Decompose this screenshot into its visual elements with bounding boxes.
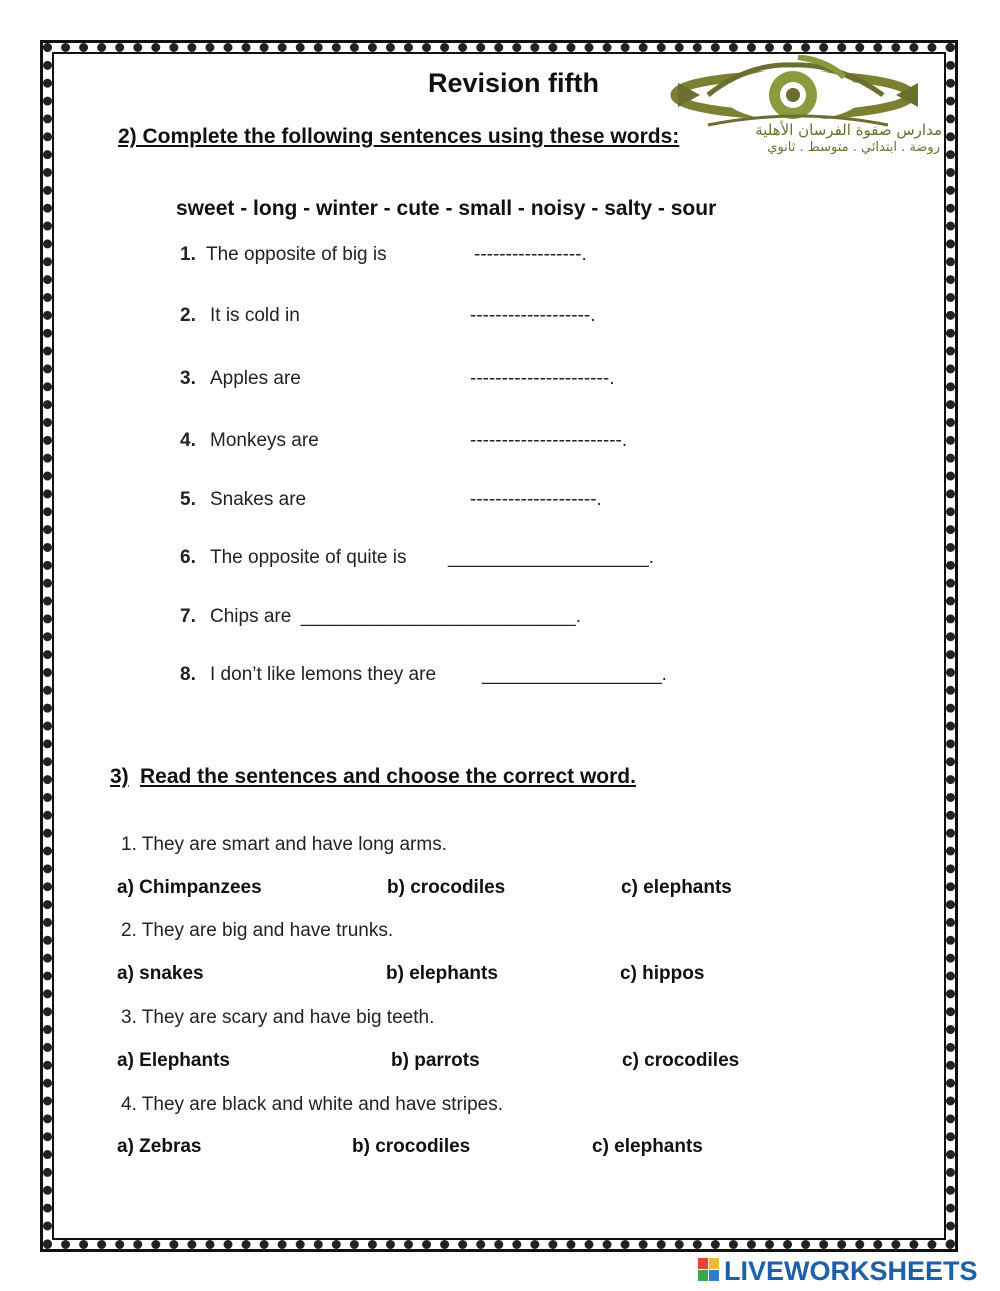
answer-blank[interactable]: ___________________. <box>448 547 655 568</box>
item-text: Apples are <box>210 368 301 389</box>
item-text: The opposite of quite is <box>210 547 407 568</box>
section3-number: 3) <box>110 765 129 788</box>
section2-heading: 2) Complete the following sentences using these words: <box>118 125 680 148</box>
question-text: 4. They are black and white and have stripes. <box>121 1094 503 1115</box>
item-number: 1. <box>180 244 196 265</box>
answer-option[interactable]: c) elephants <box>621 877 732 898</box>
liveworksheets-badge-icon <box>698 1258 720 1282</box>
answer-option[interactable]: b) crocodiles <box>352 1136 471 1157</box>
answer-option[interactable]: c) elephants <box>592 1136 703 1157</box>
answer-option[interactable]: c) hippos <box>620 963 705 984</box>
answer-option[interactable]: a) snakes <box>117 963 204 984</box>
answer-blank[interactable]: ----------------------. <box>470 368 615 389</box>
item-text: Monkeys are <box>210 430 319 451</box>
answer-option[interactable]: b) crocodiles <box>387 877 506 898</box>
item-text: Snakes are <box>210 489 307 510</box>
answer-option[interactable]: a) Chimpanzees <box>117 877 262 898</box>
logo-arabic-name: مدارس صفوة الفرسان الأهلية <box>755 121 942 139</box>
word-bank: sweet - long - winter - cute - small - noisy - salty - sour <box>176 197 717 220</box>
item-number: 6. <box>180 547 196 568</box>
question-text: 2. They are big and have trunks. <box>121 920 394 941</box>
answer-option[interactable]: c) crocodiles <box>622 1050 740 1071</box>
item-number: 3. <box>180 368 196 389</box>
answer-option[interactable]: a) Zebras <box>117 1136 202 1157</box>
page-title: Revision fifth <box>428 68 600 98</box>
item-number: 7. <box>180 606 196 627</box>
answer-blank[interactable]: --------------------. <box>470 489 602 510</box>
answer-blank[interactable]: -----------------. <box>474 244 587 265</box>
item-text: Chips are <box>210 606 292 627</box>
liveworksheets-logo <box>698 1256 998 1286</box>
answer-blank[interactable]: -------------------. <box>470 305 596 326</box>
item-text: The opposite of big is <box>206 244 387 265</box>
item-number: 2. <box>180 305 196 326</box>
item-number: 8. <box>180 664 196 685</box>
liveworksheets-brand: LIVEWORKSHEETS <box>724 1256 978 1286</box>
answer-option[interactable]: a) Elephants <box>117 1050 230 1071</box>
answer-blank[interactable]: ------------------------. <box>470 430 628 451</box>
item-text: It is cold in <box>210 305 300 326</box>
answer-blank[interactable]: _________________. <box>482 664 667 685</box>
item-number: 4. <box>180 430 196 451</box>
item-text: I don’t like lemons they are <box>210 664 437 685</box>
answer-option[interactable]: b) elephants <box>386 963 498 984</box>
question-text: 3. They are scary and have big teeth. <box>121 1007 435 1028</box>
answer-blank[interactable]: __________________________. <box>301 606 582 627</box>
item-number: 5. <box>180 489 196 510</box>
question-text: 1. They are smart and have long arms. <box>121 834 447 855</box>
answer-option[interactable]: b) parrots <box>391 1050 480 1071</box>
logo-arabic-subtitle: روضة . ابتدائي . متوسط . ثانوي <box>767 140 940 155</box>
section3-heading: Read the sentences and choose the correct word. <box>140 765 636 788</box>
